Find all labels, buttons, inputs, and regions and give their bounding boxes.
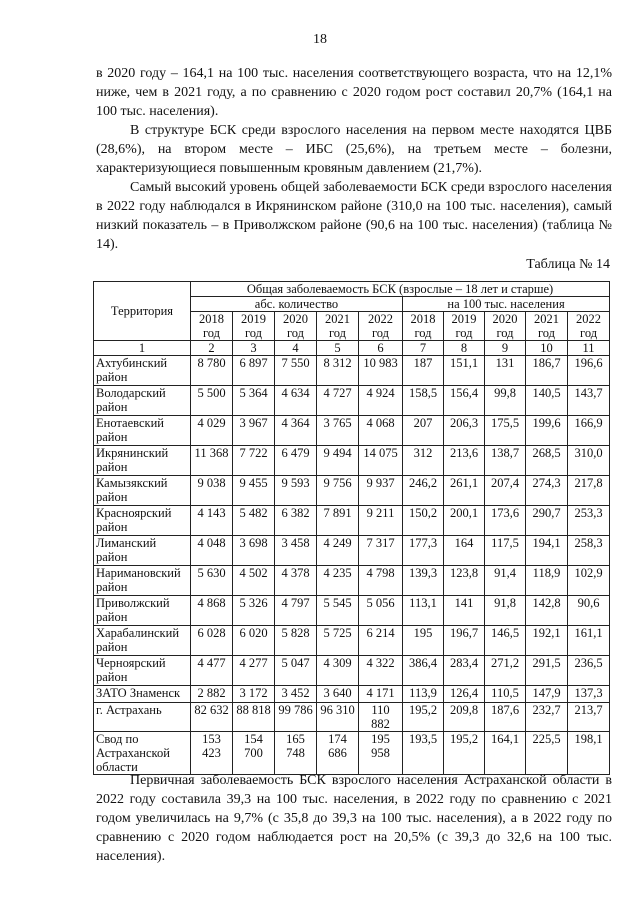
table-cell: 82 632 (191, 703, 233, 732)
table-cell: 113,9 (403, 686, 444, 703)
table-cell: 5 056 (359, 596, 403, 626)
table-cell: 6 214 (359, 626, 403, 656)
year-header: 2020 год (275, 312, 317, 341)
page-number: 18 (313, 32, 327, 47)
table-cell: 137,3 (568, 686, 610, 703)
table-cell: 283,4 (444, 656, 485, 686)
table-cell: 90,6 (568, 596, 610, 626)
table-cell: 3 458 (275, 536, 317, 566)
morbidity-table (93, 281, 610, 775)
year-header: 2022 год (359, 312, 403, 341)
table-cell: 8 780 (191, 356, 233, 386)
table-cell: 88 818 (233, 703, 275, 732)
table-cell: 150,2 (403, 506, 444, 536)
table-cell: 9 593 (275, 476, 317, 506)
table-cell: 174 686 (317, 732, 359, 775)
table-cell: 139,3 (403, 566, 444, 596)
table-cell: 194,1 (526, 536, 568, 566)
table-row (94, 356, 610, 386)
table-cell: 6 020 (233, 626, 275, 656)
table-cell: 4 171 (359, 686, 403, 703)
table-cell: 7 722 (233, 446, 275, 476)
table-row (94, 446, 610, 476)
table-cell: 131 (485, 356, 526, 386)
table-cell: 164 (444, 536, 485, 566)
territory-name: Лиманский район (94, 536, 191, 566)
table-cell: 117,5 (485, 536, 526, 566)
table-row (94, 506, 610, 536)
table-cell: 187,6 (485, 703, 526, 732)
table-cell: 143,7 (568, 386, 610, 416)
table-cell: 140,5 (526, 386, 568, 416)
territory-name: Свод по Астраханской области (94, 732, 191, 775)
paragraph-3: Самый высокий уровень общей заболеваемости БСК среди взрослого населения в 2022 году наблюдался в Икрянинском районе (310,0 на 100 тыс. населения), самый низкий показатель – в Приволжском районе (90,6 на 100 тыс. населения) (таблица № 14). (96, 180, 612, 252)
year-header: 2020 год (485, 312, 526, 341)
table-cell: 4 048 (191, 536, 233, 566)
table-cell: 271,2 (485, 656, 526, 686)
column-index: 4 (275, 341, 317, 356)
table-cell: 207,4 (485, 476, 526, 506)
paragraph-2: В структуре БСК среди взрослого населения на первом месте находятся ЦВБ (28,6%), на втором месте – ИБС (25,6%), на третьем месте – болезни, характеризующиеся повышенным кровяным давлением (21,7%). (96, 123, 612, 176)
table-cell: 4 249 (317, 536, 359, 566)
table-cell: 195,2 (403, 703, 444, 732)
table-cell: 158,5 (403, 386, 444, 416)
table-cell: 5 545 (317, 596, 359, 626)
table-cell: 268,5 (526, 446, 568, 476)
table-cell: 5 828 (275, 626, 317, 656)
table-cell: 236,5 (568, 656, 610, 686)
column-index: 1 (94, 341, 191, 356)
territory-name: Енотаевский район (94, 416, 191, 446)
table-cell: 110,5 (485, 686, 526, 703)
table-cell: 261,1 (444, 476, 485, 506)
year-header: 2018 год (403, 312, 444, 341)
table-cell: 6 897 (233, 356, 275, 386)
year-header: 2022 год (568, 312, 610, 341)
table-cell: 4 378 (275, 566, 317, 596)
year-header: 2021 год (317, 312, 359, 341)
table-cell: 386,4 (403, 656, 444, 686)
table-cell: 192,1 (526, 626, 568, 656)
table-cell: 196,6 (568, 356, 610, 386)
territory-name: г. Астрахань (94, 703, 191, 732)
table-cell: 118,9 (526, 566, 568, 596)
table-cell: 99 786 (275, 703, 317, 732)
table-cell: 4 143 (191, 506, 233, 536)
table-cell: 4 502 (233, 566, 275, 596)
table-cell: 195 (403, 626, 444, 656)
column-index: 5 (317, 341, 359, 356)
table-cell: 6 028 (191, 626, 233, 656)
paragraph-1: в 2020 году – 164,1 на 100 тыс. населения соответствующего возраста, что на 12,1% ниже, чем в 2021 году, а по сравнению с 2020 годом рост составил 20,7% (164,1 на 100 тыс. населения). (96, 66, 612, 119)
table-row (94, 732, 610, 775)
table-cell: 9 038 (191, 476, 233, 506)
table-cell: 6 479 (275, 446, 317, 476)
table-cell: 9 756 (317, 476, 359, 506)
table-cell: 91,8 (485, 596, 526, 626)
table-cell: 4 634 (275, 386, 317, 416)
territory-name: Камызякский район (94, 476, 191, 506)
table-cell: 166,9 (568, 416, 610, 446)
table-row (94, 416, 610, 446)
table-cell: 9 494 (317, 446, 359, 476)
table-cell: 164,1 (485, 732, 526, 775)
main-header: Общая заболеваемость БСК (взрослые – 18 лет и старше) (191, 282, 610, 297)
table-cell: 5 500 (191, 386, 233, 416)
table-caption: Таблица № 14 (526, 257, 610, 272)
table-cell: 195 958 (359, 732, 403, 775)
table-cell: 5 326 (233, 596, 275, 626)
territory-name: Черноярский район (94, 656, 191, 686)
table-cell: 232,7 (526, 703, 568, 732)
table-cell: 195,2 (444, 732, 485, 775)
table-cell: 146,5 (485, 626, 526, 656)
table-cell: 3 698 (233, 536, 275, 566)
table-cell: 3 967 (233, 416, 275, 446)
table-cell: 156,4 (444, 386, 485, 416)
table-cell: 193,5 (403, 732, 444, 775)
table-cell: 5 630 (191, 566, 233, 596)
table-cell: 110 882 (359, 703, 403, 732)
table-cell: 99,8 (485, 386, 526, 416)
table-cell: 4 068 (359, 416, 403, 446)
table-row (94, 596, 610, 626)
table-cell: 253,3 (568, 506, 610, 536)
table-cell: 9 937 (359, 476, 403, 506)
territory-name: Ахтубинский район (94, 356, 191, 386)
table-cell: 96 310 (317, 703, 359, 732)
table-cell: 196,7 (444, 626, 485, 656)
group-rate-header: на 100 тыс. населения (403, 297, 610, 312)
table-cell: 142,8 (526, 596, 568, 626)
table-cell: 217,8 (568, 476, 610, 506)
table-cell: 147,9 (526, 686, 568, 703)
table-cell: 123,8 (444, 566, 485, 596)
table-cell: 213,7 (568, 703, 610, 732)
table-cell: 11 368 (191, 446, 233, 476)
table-cell: 151,1 (444, 356, 485, 386)
table-cell: 198,1 (568, 732, 610, 775)
table-row (94, 566, 610, 596)
table-cell: 3 172 (233, 686, 275, 703)
column-index: 6 (359, 341, 403, 356)
table-cell: 4 797 (275, 596, 317, 626)
territory-name: Приволжский район (94, 596, 191, 626)
table-cell: 165 748 (275, 732, 317, 775)
territory-name: Красноярский район (94, 506, 191, 536)
table-cell: 141 (444, 596, 485, 626)
territory-name: Наримановский район (94, 566, 191, 596)
year-header: 2019 год (444, 312, 485, 341)
table-cell: 102,9 (568, 566, 610, 596)
table-row (94, 703, 610, 732)
table-cell: 312 (403, 446, 444, 476)
table-row (94, 626, 610, 656)
table-cell: 246,2 (403, 476, 444, 506)
table-cell: 4 029 (191, 416, 233, 446)
year-header: 2018 год (191, 312, 233, 341)
group-abs-header: абс. количество (191, 297, 403, 312)
table-cell: 153 423 (191, 732, 233, 775)
territory-header: Территория (94, 282, 191, 341)
table-cell: 290,7 (526, 506, 568, 536)
table-cell: 187 (403, 356, 444, 386)
territory-name: Харабалинский район (94, 626, 191, 656)
table-cell: 7 891 (317, 506, 359, 536)
table-cell: 177,3 (403, 536, 444, 566)
table-cell: 5 364 (233, 386, 275, 416)
table-cell: 209,8 (444, 703, 485, 732)
territory-name: ЗАТО Знаменск (94, 686, 191, 703)
table-cell: 4 364 (275, 416, 317, 446)
table-cell: 126,4 (444, 686, 485, 703)
table-cell: 5 725 (317, 626, 359, 656)
table-cell: 9 211 (359, 506, 403, 536)
table-cell: 310,0 (568, 446, 610, 476)
table-cell: 5 047 (275, 656, 317, 686)
table-cell: 3 765 (317, 416, 359, 446)
table-cell: 4 798 (359, 566, 403, 596)
table-cell: 4 235 (317, 566, 359, 596)
table-cell: 4 477 (191, 656, 233, 686)
table-cell: 274,3 (526, 476, 568, 506)
column-index: 2 (191, 341, 233, 356)
table-cell: 113,1 (403, 596, 444, 626)
table-cell: 5 482 (233, 506, 275, 536)
column-index: 10 (526, 341, 568, 356)
table-cell: 7 550 (275, 356, 317, 386)
table-row (94, 656, 610, 686)
table-cell: 258,3 (568, 536, 610, 566)
table-cell: 225,5 (526, 732, 568, 775)
table-row (94, 476, 610, 506)
column-index: 7 (403, 341, 444, 356)
table-cell: 138,7 (485, 446, 526, 476)
territory-name: Икрянинский район (94, 446, 191, 476)
table-cell: 291,5 (526, 656, 568, 686)
column-index: 9 (485, 341, 526, 356)
table-cell: 7 317 (359, 536, 403, 566)
table-cell: 4 322 (359, 656, 403, 686)
table-row (94, 386, 610, 416)
table-cell: 9 455 (233, 476, 275, 506)
table-cell: 4 727 (317, 386, 359, 416)
table-cell: 161,1 (568, 626, 610, 656)
table-cell: 206,3 (444, 416, 485, 446)
table-row (94, 536, 610, 566)
column-index: 3 (233, 341, 275, 356)
table-cell: 4 309 (317, 656, 359, 686)
table-cell: 4 277 (233, 656, 275, 686)
table-cell: 175,5 (485, 416, 526, 446)
table-row (94, 686, 610, 703)
territory-name: Володарский район (94, 386, 191, 416)
table-cell: 207 (403, 416, 444, 446)
closing-paragraph: Первичная заболеваемость БСК взрослого населения Астраханской области в 2022 году составила 39,3 на 100 тыс. населения, в 2022 году по сравнению с 2021 годом увеличилась на 9,7% (с 35,8 до 39,3 на 100 тыс. населения), а в 2022 году по сравнению с 2020 годом наблюдается рост на 20,5% (с 39,3 до 32,6 на 100 тыс. населения). (96, 773, 612, 864)
table-cell: 2 882 (191, 686, 233, 703)
year-header: 2021 год (526, 312, 568, 341)
table-cell: 8 312 (317, 356, 359, 386)
table-cell: 154 700 (233, 732, 275, 775)
table-cell: 4 924 (359, 386, 403, 416)
table-cell: 3 640 (317, 686, 359, 703)
table-cell: 173,6 (485, 506, 526, 536)
table-cell: 199,6 (526, 416, 568, 446)
year-header: 2019 год (233, 312, 275, 341)
table-cell: 200,1 (444, 506, 485, 536)
table-cell: 4 868 (191, 596, 233, 626)
table-cell: 3 452 (275, 686, 317, 703)
table-cell: 91,4 (485, 566, 526, 596)
table-cell: 213,6 (444, 446, 485, 476)
table-cell: 6 382 (275, 506, 317, 536)
column-index: 11 (568, 341, 610, 356)
column-index: 8 (444, 341, 485, 356)
table-cell: 186,7 (526, 356, 568, 386)
table-cell: 10 983 (359, 356, 403, 386)
table-cell: 14 075 (359, 446, 403, 476)
